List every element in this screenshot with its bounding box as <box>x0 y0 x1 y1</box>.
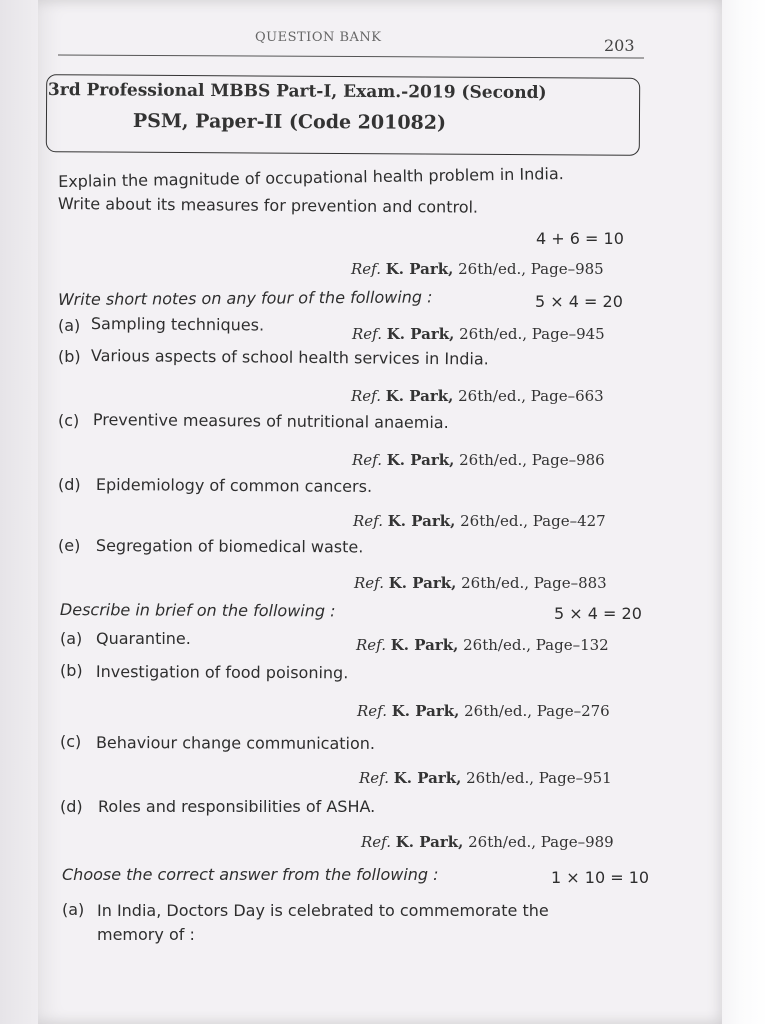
q4-item-a-line-1: In India, Doctors Day is celebrated to commemorate the <box>97 901 549 920</box>
q4-instruction: Choose the correct answer from the following : <box>62 865 439 884</box>
q2-item-b-text: Various aspects of school health services in India. <box>90 346 489 369</box>
q2-item-b-reference <box>351 387 604 405</box>
ref-author: K. Park, <box>393 769 462 787</box>
ref-author: K. Park, <box>390 636 459 654</box>
q1-marks: 4 + 6 = 10 <box>536 229 624 248</box>
q1-line-2: Write about its measures for prevention and control. <box>57 194 479 217</box>
ref-abbr: Ref. <box>352 325 382 343</box>
ref-edition-page: 26th/ed., Page–989 <box>468 833 614 851</box>
q2-item-a-label: (a) <box>58 316 81 335</box>
q3-item-b-text: Investigation of food poisoning. <box>95 662 349 683</box>
ref-abbr: Ref. <box>357 702 387 720</box>
ref-abbr: Ref. <box>361 833 391 851</box>
q2-item-c-label: (c) <box>58 411 80 430</box>
q2-item-c-text: Preventive measures of nutritional anaemia. <box>92 410 449 433</box>
q1-line-1: Explain the magnitude of occupational health problem in India. <box>58 164 564 191</box>
ref-edition-page: 26th/ed., Page–945 <box>459 325 605 343</box>
ref-author: K. Park, <box>391 702 460 720</box>
ref-edition-page: 26th/ed., Page–427 <box>460 512 606 530</box>
q1-reference <box>351 260 604 278</box>
q3-item-c-label: (c) <box>60 732 82 751</box>
q3-item-b-reference <box>357 702 610 720</box>
ref-edition-page: 26th/ed., Page–132 <box>463 636 609 654</box>
ref-abbr: Ref. <box>354 574 384 592</box>
ref-abbr: Ref. <box>351 387 381 405</box>
q3-item-d-label: (d) <box>60 797 83 816</box>
q4-item-a-line-2: memory of : <box>97 925 195 944</box>
q3-item-a-text: Quarantine. <box>96 629 191 648</box>
ref-abbr: Ref. <box>356 636 386 654</box>
exam-name: 3rd Professional MBBS Part-I, Exam.-2019 (Second) <box>47 80 547 104</box>
q2-item-c-reference <box>352 451 605 469</box>
page-margin-right <box>722 0 768 1024</box>
ref-author: K. Park, <box>395 833 464 851</box>
ref-author: K. Park, <box>385 387 454 405</box>
q4-marks: 1 × 10 = 10 <box>551 868 650 887</box>
q3-marks: 5 × 4 = 20 <box>554 604 642 623</box>
q3-item-c-text: Behaviour change communication. <box>95 733 376 753</box>
ref-abbr: Ref. <box>353 512 383 530</box>
ref-author: K. Park, <box>388 574 457 592</box>
q2-item-d-reference <box>353 512 606 530</box>
ref-edition-page: 26th/ed., Page–951 <box>466 769 612 787</box>
ref-edition-page: 26th/ed., Page–985 <box>458 260 604 278</box>
paper-title: PSM, Paper-II (Code 201082) <box>132 110 447 134</box>
book-spine-shadow <box>0 0 38 1024</box>
ref-edition-page: 26th/ed., Page–663 <box>458 387 604 405</box>
q3-item-a-reference <box>356 636 609 654</box>
ref-edition-page: 26th/ed., Page–986 <box>459 451 605 469</box>
page-number: 203 <box>604 36 635 55</box>
ref-edition-page: 26th/ed., Page–276 <box>464 702 610 720</box>
q3-item-b-label: (b) <box>60 661 83 680</box>
q3-instruction: Describe in brief on the following : <box>59 600 336 621</box>
ref-abbr: Ref. <box>359 769 389 787</box>
q2-item-d-text: Epidemiology of common cancers. <box>95 475 373 496</box>
q2-item-e-label: (e) <box>58 536 81 555</box>
q2-item-e-text: Segregation of biomedical waste. <box>95 536 364 557</box>
q3-item-d-text: Roles and responsibilities of ASHA. <box>98 797 376 816</box>
q4-item-a-label: (a) <box>62 900 85 919</box>
running-title: QUESTION BANK <box>255 30 382 45</box>
q3-item-d-reference <box>361 833 614 851</box>
q3-item-c-reference <box>359 769 612 787</box>
q2-item-a-reference <box>352 325 605 343</box>
q2-item-d-label: (d) <box>58 475 81 494</box>
q2-marks: 5 × 4 = 20 <box>535 292 623 311</box>
q2-item-b-label: (b) <box>58 347 81 366</box>
ref-abbr: Ref. <box>352 451 382 469</box>
ref-author: K. Park, <box>385 260 454 278</box>
ref-author: K. Park, <box>386 325 455 343</box>
q2-item-a-text: Sampling techniques. <box>90 314 265 335</box>
ref-edition-page: 26th/ed., Page–883 <box>461 574 607 592</box>
q2-item-e-reference <box>354 574 607 592</box>
q3-item-a-label: (a) <box>60 629 83 648</box>
ref-author: K. Park, <box>387 512 456 530</box>
ref-author: K. Park, <box>386 451 455 469</box>
q2-instruction: Write short notes on any four of the following : <box>58 287 433 309</box>
ref-abbr: Ref. <box>351 260 381 278</box>
